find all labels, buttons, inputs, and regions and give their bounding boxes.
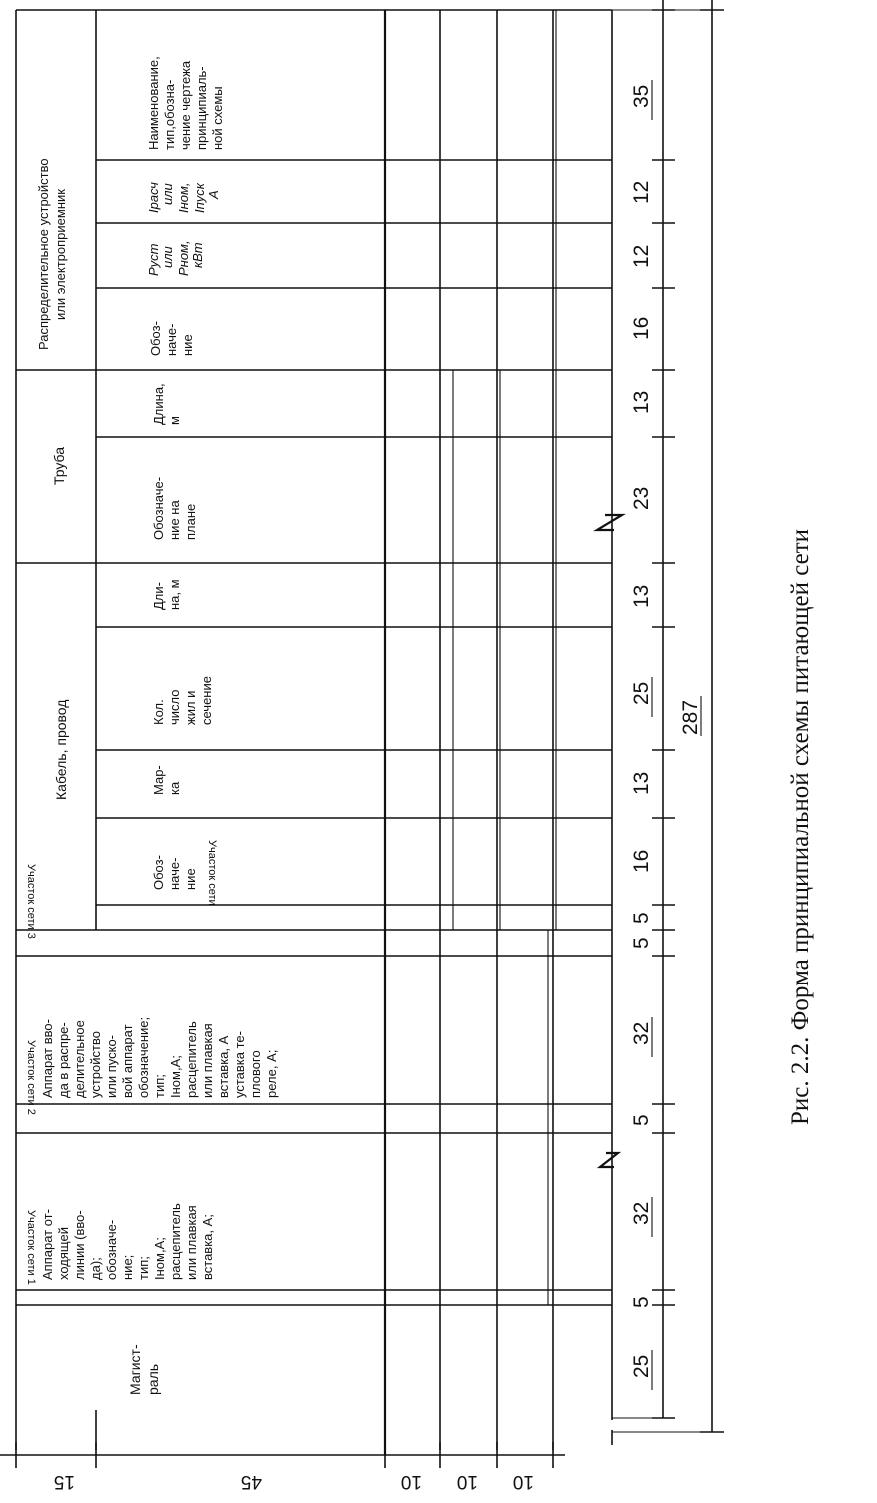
dim-16-a: 16	[630, 849, 653, 873]
dim-5-b: 5	[630, 1114, 653, 1126]
svg-text:Обоз-: Обоз-	[148, 321, 163, 356]
svg-text:ходящей: ходящей	[56, 1227, 71, 1280]
svg-text:Iпуск: Iпуск	[192, 183, 207, 213]
svg-text:да);: да);	[88, 1257, 103, 1280]
row-height-labels	[54, 1471, 534, 1492]
strip-uchastok-4: Участок сети	[206, 840, 218, 906]
header-cable-oboz	[151, 855, 198, 890]
svg-text:или пуско-: или пуско-	[104, 1034, 119, 1098]
dim-13-b: 13	[630, 584, 653, 608]
dim-row-45: 45	[240, 1471, 262, 1492]
svg-text:обозначе-: обозначе-	[104, 1219, 119, 1280]
svg-text:уставка те-: уставка те-	[232, 1031, 247, 1098]
svg-text:м: м	[167, 416, 182, 425]
svg-text:Pуст: Pуст	[146, 243, 161, 276]
svg-text:Аппарат вво-: Аппарат вво-	[40, 1019, 55, 1098]
dim-row-10-b: 10	[456, 1471, 478, 1492]
dim-total-287: 287	[679, 699, 702, 735]
break-mark-bottom	[600, 1153, 618, 1167]
svg-text:или: или	[160, 246, 175, 268]
dim-5-c: 5	[630, 937, 653, 949]
dim-32-a: 32	[630, 1201, 653, 1225]
svg-text:А: А	[206, 190, 221, 199]
svg-text:расцепитель: расцепитель	[184, 1021, 199, 1098]
svg-text:Iном,А;: Iном,А;	[152, 1237, 167, 1280]
svg-text:Iном,А;: Iном,А;	[168, 1055, 183, 1098]
svg-text:Pном,: Pном,	[176, 240, 191, 276]
dim-25-b: 25	[630, 681, 653, 705]
dim-5-d: 5	[630, 912, 653, 924]
header-dist-group	[36, 158, 68, 350]
svg-text:Дли-: Дли-	[151, 582, 166, 610]
dim-25-a: 25	[630, 1354, 653, 1378]
svg-text:плане: плане	[183, 503, 198, 540]
dim-16-b: 16	[630, 316, 653, 340]
svg-text:кВт: кВт	[190, 242, 205, 268]
dim-12-a: 12	[630, 244, 653, 268]
svg-text:ние: ние	[180, 334, 195, 356]
svg-text:ка: ка	[167, 781, 182, 795]
svg-text:Распределительное устройство: Распределительное устройство	[36, 158, 51, 350]
svg-text:вставка, А: вставка, А	[216, 1035, 231, 1098]
header-dist-name	[146, 56, 225, 150]
strip-uchastok-2: Участок сети 2	[25, 1040, 37, 1115]
svg-text:Обозначе-: Обозначе-	[151, 476, 166, 540]
dim-32-b: 32	[630, 1021, 653, 1045]
header-pipe-group: Труба	[51, 446, 67, 485]
header-pipe-oboz	[151, 477, 198, 540]
svg-text:или: или	[160, 183, 175, 205]
figure-caption: Рис. 2.2. Форма принципиальной схемы питающей сети	[787, 529, 814, 1125]
header-apparat-in	[40, 1017, 279, 1098]
dim-5-a: 5	[630, 1296, 653, 1308]
svg-text:Наименование,: Наименование,	[146, 56, 161, 150]
svg-text:раль: раль	[145, 1363, 161, 1395]
svg-text:плового: плового	[248, 1050, 263, 1098]
svg-text:или электроприемник: или электроприемник	[53, 189, 68, 320]
header-dist-oboz	[148, 321, 195, 356]
svg-text:или плавкая: или плавкая	[200, 1023, 215, 1098]
svg-text:да в распре-: да в распре-	[56, 1022, 71, 1098]
svg-text:ние на: ние на	[167, 500, 182, 540]
header-cable-marka	[151, 765, 182, 795]
strip-uchastok-1: Участок сети 1	[25, 1210, 37, 1285]
svg-text:сечение: сечение	[199, 676, 214, 725]
svg-text:Аппарат от-: Аппарат от-	[40, 1209, 55, 1280]
svg-text:наче-: наче-	[164, 323, 179, 356]
svg-text:устройство: устройство	[88, 1031, 103, 1098]
dim-row-10-c: 10	[512, 1471, 534, 1492]
svg-text:Iном,: Iном,	[176, 182, 191, 213]
svg-text:обозначение;: обозначение;	[136, 1016, 151, 1098]
header-apparat-out	[40, 1203, 215, 1280]
svg-text:или плавкая: или плавкая	[184, 1205, 199, 1280]
svg-text:Кол.: Кол.	[151, 699, 166, 725]
svg-text:ной схемы: ной схемы	[210, 86, 225, 150]
header-dist-p	[146, 240, 205, 276]
svg-text:линии (вво-: линии (вво-	[72, 1210, 87, 1280]
dim-row-15: 15	[53, 1471, 75, 1492]
svg-text:принципиаль-: принципиаль-	[194, 66, 209, 150]
dim-row-10-a: 10	[400, 1471, 422, 1492]
svg-text:Магист-: Магист-	[127, 1344, 143, 1395]
svg-text:делительное: делительное	[72, 1020, 87, 1098]
svg-text:ние;: ние;	[120, 1254, 135, 1280]
header-magistral	[127, 1344, 161, 1395]
svg-text:Iрасч: Iрасч	[146, 182, 161, 213]
dim-13-a: 13	[630, 771, 653, 795]
header-pipe-dlina	[151, 383, 182, 425]
column-width-labels	[630, 80, 702, 1390]
svg-text:расцепитель: расцепитель	[168, 1203, 183, 1280]
svg-text:чение чертежа: чение чертежа	[178, 60, 193, 150]
svg-text:Мар-: Мар-	[151, 765, 166, 795]
svg-text:тип,обозна-: тип,обозна-	[162, 79, 177, 150]
svg-text:наче-: наче-	[167, 857, 182, 890]
svg-text:Обоз-: Обоз-	[151, 855, 166, 890]
header-dist-i	[146, 182, 221, 213]
svg-text:тип;: тип;	[152, 1074, 167, 1098]
header-cable-group: Кабель, провод	[53, 699, 69, 800]
svg-text:число: число	[167, 689, 182, 725]
svg-text:тип;: тип;	[136, 1256, 151, 1280]
dim-12-b: 12	[630, 180, 653, 204]
dim-35: 35	[630, 84, 653, 108]
strip-uchastok-3: Участок сети 3	[25, 864, 37, 939]
svg-text:реле, А;: реле, А;	[264, 1049, 279, 1098]
svg-text:ние: ние	[183, 868, 198, 890]
break-mark-top	[597, 515, 622, 530]
svg-text:Длина,: Длина,	[151, 383, 166, 425]
header-cable-kol	[151, 676, 214, 725]
svg-text:жил и: жил и	[183, 690, 198, 725]
dim-23: 23	[630, 486, 653, 510]
svg-text:вой аппарат: вой аппарат	[120, 1024, 135, 1098]
dim-13-c: 13	[630, 390, 653, 414]
header-cable-dlina	[151, 579, 182, 610]
svg-text:вставка, А;: вставка, А;	[200, 1214, 215, 1280]
svg-text:на, м: на, м	[167, 579, 182, 610]
